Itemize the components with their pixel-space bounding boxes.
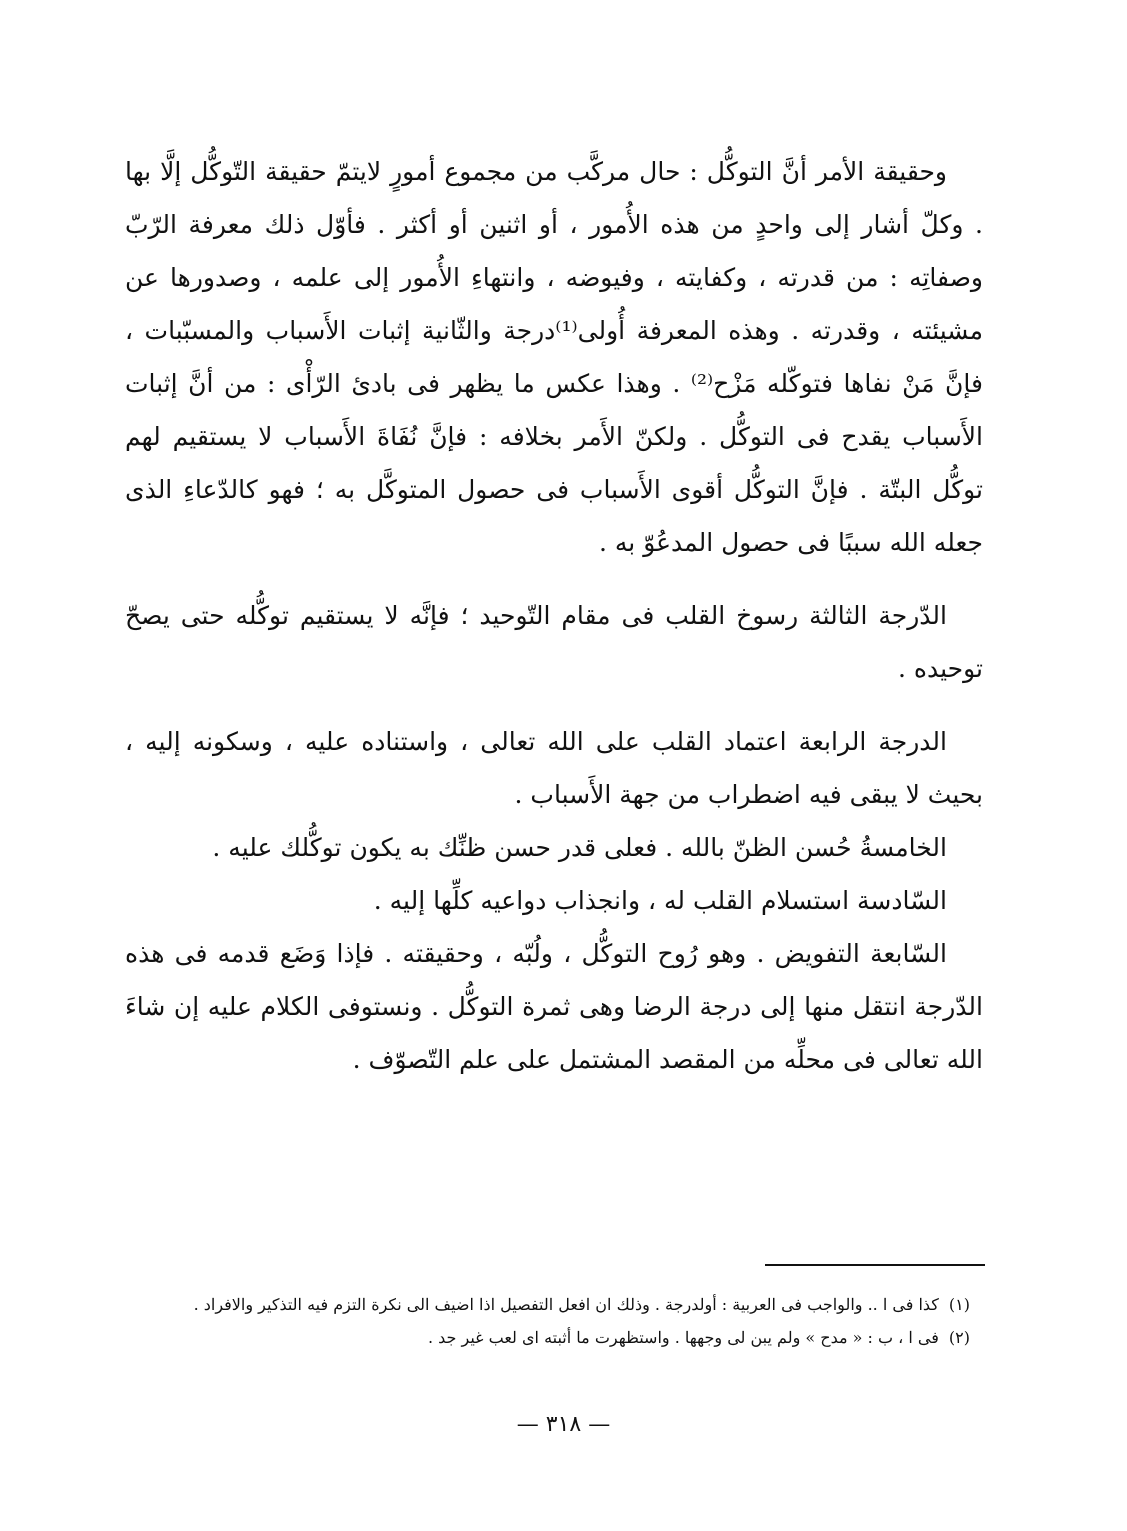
paragraph-5 [125, 874, 983, 927]
footnote-2-number: (٢) [948, 1328, 970, 1347]
paragraph-1 [125, 145, 983, 569]
paragraph-4 [125, 821, 983, 874]
paragraph-1-text: وحقيقة الأمر أنَّ التوكُّل : حال مركَّب من مجموع أمورٍ لايتمّ حقيقة التّوكُّل إلَّا بها . وكلّ أشار إلى واحدٍ من هذه الأُمور ، أو اثنين أو أكثر . فأوّل ذلك معرفة الرّبّ وصفاتِه : من قدرته ، وكفايته ، وفيوضه ، وانتهاءِ الأُمور إلى علمه ، وصدورها عن مشيئته ، وقدرته . وهذه المعرفة أُولى⁽¹⁾درجة والثّانية إثبات الأَسباب والمسبّبات ، فإنَّ مَنْ نفاها فتوكّله مَزْح⁽²⁾ . وهذا عكس ما يظهر فى بادئ الرّأْى : من أنَّ إثبات الأَسباب يقدح فى التوكُّل . ولكنّ الأَمر بخلافه : فإنَّ نُفَاةَ الأَسباب لا يستقيم لهم توكُّل البتّة . فإنَّ التوكُّل أقوى الأَسباب فى حصول المتوكَّل به ؛ فهو كالدّعاءِ الذى جعله الله سببًا فى حصول المدعُوّ به . [125, 157, 983, 557]
footnote-2 [125, 1323, 970, 1352]
paragraph-2 [125, 589, 983, 695]
footnote-1-number: (١) [948, 1295, 970, 1314]
footnote-1 [125, 1290, 970, 1319]
page-number: — ٣١٨ — [516, 1412, 611, 1437]
footnotes [125, 1290, 970, 1352]
paragraph-3-text: الدرجة الرابعة اعتماد القلب على الله تعالى ، واستناده عليه ، وسكونه إليه ، بحيث لا يبقى فيه اضطراب من جهة الأَسباب . [125, 727, 983, 809]
paragraph-3 [125, 715, 983, 821]
paragraph-5-text: السّادسة استسلام القلب له ، وانجذاب دواعيه كلِّها إليه . [373, 886, 947, 915]
main-text [125, 145, 983, 1086]
footnote-2-text: فى ا ، ب : « مدح » ولم يبن لى وجهها . واستظهرت ما أثبته اى لعب غير جد . [427, 1328, 939, 1347]
paragraph-2-text: الدّرجة الثالثة رسوخ القلب فى مقام التّوحيد ؛ فإنَّه لا يستقيم توكُّله حتى يصحّ توحيده . [125, 601, 983, 683]
footnote-1-text: كذا فى ا .. والواجب فى العربية : أولدرجة . وذلك ان افعل التفصيل اذا اضيف الى نكرة التزم فيه التذكير والافراد . [193, 1295, 939, 1314]
footnote-separator [765, 1264, 985, 1266]
paragraph-6-text: السّابعة التفويض . وهو رُوح التوكُّل ، ولُبّه ، وحقيقته . فإذا وَضَع قدمه فى هذه الدّرجة انتقل منها إلى درجة الرضا وهى ثمرة التوكُّل . ونستوفى الكلام عليه إن شاءَ الله تعالى فى محلِّه من المقصد المشتمل على علم التّصوّف . [125, 939, 983, 1074]
paragraph-4-text: الخامسةُ حُسن الظنّ بالله . فعلى قدر حسن ظنِّك به يكون توكُّلك عليه . [212, 833, 947, 862]
paragraph-6 [125, 927, 983, 1086]
